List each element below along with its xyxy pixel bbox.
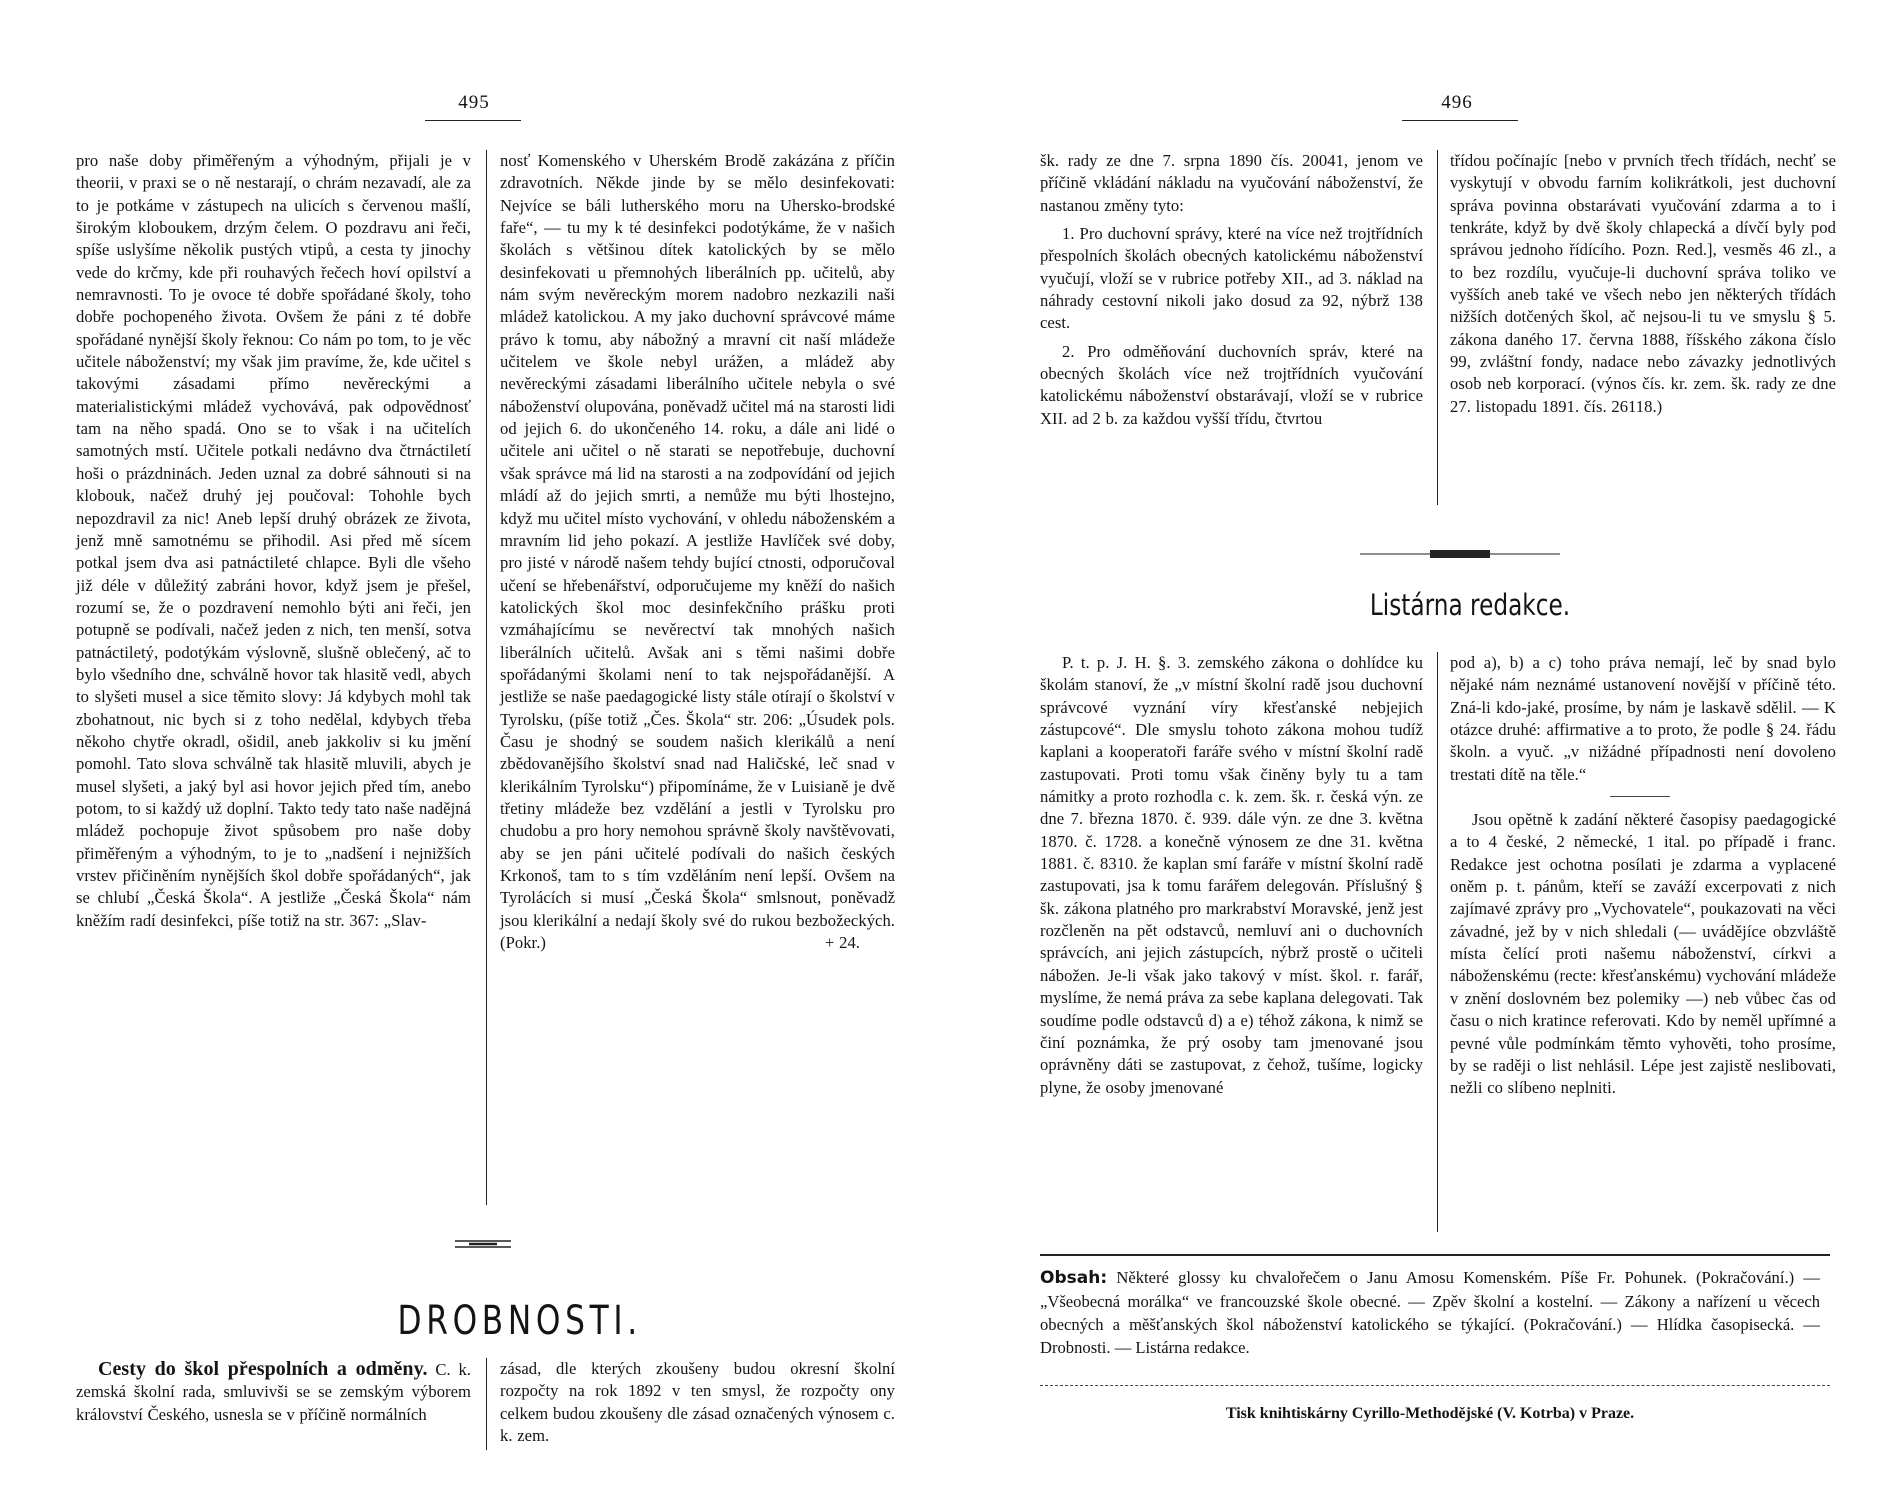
right-column-divider — [1437, 150, 1438, 505]
contents-text: Některé glossy ku chvalořečem o Janu Amosu Komenském. Píše Fr. Pohunek. (Pokračování.) — „Všeobecná morálka“ ve francouzské škole obecné. — Zpěv školní a kostelní. — Zákony a nařízení u věcech obecných a měšťanských škol náboženství katolického se týkající. (Pokračování.) — Hlídka časopisecká. — Drobnosti. — Listárna redakce. — [1040, 1268, 1820, 1357]
listarna-small-rule — [1610, 796, 1670, 797]
drobnosti-lead-title: Cesty do škol přespolních a odměny. — [98, 1358, 428, 1380]
contents-block — [1040, 1266, 1820, 1359]
drobnosti-col2-text: zásad, dle kterých zkoušeny budou okresní školní rozpočty na rok 1892 v ten smysl, že rozpočty ony celkem budou zkoušeny dle zásad označených výnosem c. k. zem. — [500, 1359, 895, 1446]
listarna-column-2 — [1450, 652, 1836, 1100]
left-column-2 — [500, 150, 895, 955]
left-col1-text: pro naše doby přiměřeným a výhodným, přijali je v theorii, v praxi se o ně nestarají, o chrám nezavadí, ale za to je potkáme v zástupech na ulicích s červenou mašlí, širokým kloboukem, drzým čelem. O pozdravu ani řeči, spíše uslyšíme několik pustých vtipů, a cesta ty jinochy vede do krčmy, kde při rouhavých řečech hoví opilství a nemravnosti. To je ovoce té dobře spořádané školy, toho dobře pochopeného života. Ovšem že páni z té dobře spořádané nynější školy řeknou: Co nám po tom, to je věc učitele náboženství; my však jim pravíme, že, kde učitel s takovými zásadami přímo nevěreckými a materialistickými mládež vychovává, pak odpovědnosť tam na něho spadá. Ono se to však i na učitelích samotných mstí. Učitele potkali nedávno dva čtrnáctiletí hoši o prázdninách. Jeden uznal za dobré sáhnouti si na klobouk, načež druhý jej poučoval: Tohohle bych nepozdravil za nic! Aneb lepší druhý obrázek ze života, jenž mně samotnému se přihodil. Asi před mě sícem potkal jsem dva asi patnáctileté chlapce. Byli dle všeho již déle v důležitý zabráni hovor, když jsem je přešel, rozumí se, že o pozdravení nemohlo býti ani řeči, jen potupně se podívali, načež jeden z nich, ten menší, sotva patnáctiletý, podotýkám výslovně, slušně oblečený, ač to bylo všedního dne, schválně hovor tak hlasitě vedl, abych to slyšeti musel a sice těmito slovy: Já kdybych mohl tak zbohatnout, nic bych si z toho nedělal, kdybych třeba někoho chytře okradl, ošidil, aneb jakkoliv si ku jmění pomohl. Tato slova schválně tak hlasitě mluvili, abych je musel slyšeti, a jaký byl asi hovor jejich před tím, anebo potom, to si každý už doplní. Takto tedy tato naše nadějná mládež pochopuje život spůsobem pro naše doby přiměřeným a výhodným, to je to „nadšení i nejnižších vrstev přičiněním nynějších škol dobře spořádaných“, jak se chlubí „Česká Škola“. A jestliže „Česká Škola“ nám kněžím radí desinfekci, píše totiž na str. 367: „Slav- — [76, 151, 471, 930]
contents-top-rule — [1040, 1254, 1830, 1256]
header-rule-right — [1402, 120, 1518, 121]
right-column-2 — [1450, 150, 1836, 418]
page-number-495: 495 — [458, 92, 490, 113]
left-column-1 — [76, 150, 471, 932]
right-col1-para-2: 2. Pro odměňování duchovních správ, které na obecných školách více než trojtřídních vyučování katolickému náboženství obstarávají, vloží se v rubrice XII. ad 2 b. za každou vyšší třídu, čtvrtou — [1040, 341, 1423, 428]
listarna-col2-para-1: pod a), b) a c) toho práva nemají, leč by snad bylo nějaké nám neznámé ustanovení novější v příčině této. Zná-li kdo-jaké, prosíme, by nám je laskavě sdělil. — K otázce druhé: affirmative a to proto, že podle § 24. řádu školn. a vyuč. „v nižádné případnosti není dovoleno trestati dítě na těle.“ — [1450, 653, 1836, 784]
listarna-column-1 — [1040, 652, 1423, 1099]
right-col1-intro: šk. rady ze dne 7. srpna 1890 čís. 20041, jenom ve příčině vkládání nákladu na vyučování náboženství, že nastanou změny tyto: — [1040, 151, 1423, 215]
printer-imprint: Tisk knihtiskárny Cyrillo-Methodějské (V. Kotrba) v Praze. — [1225, 1405, 1635, 1422]
listarna-col2-para-2: Jsou opětně k zadání některé časopisy paedagogické a to 4 české, 2 německé, 1 ital. po případě i franc. Redakce jest ochotna posílati je zdarma a vyplacené oněm p. t. pánům, kteří se zaváží excerpovati z nich zajímavé zprávy pro „Vychovatele“, poukazovati na věci závadné, jež by v nich shledali (— uvádějíce obzvláště místa čelící proti našemu náboženství, církvi a náboženskému (recte: křesťanskému) vychování mládeže v znění doslovném bez polemiky —) neb vůbec čas od času o nich kratince referovati. Kdo by neměl upřímné a pevné vůle podmínkám těmto vyhověti, toho prosíme, by se raději o list nehlásil. Lépe jest zajistě neslibovati, nežli co slíbeno neplniti. — [1450, 810, 1836, 1098]
divider-ornament-right — [1360, 548, 1560, 560]
left-col2-text: nosť Komenského v Uherském Brodě zakázána z příčin zdravotních. Někde jinde by se mělo desinfekovati: Nejvíce se báli lutherského moru na Uhersko-brodské faře“, — tu my k té desinfekci podotýkáme, že v našich školách s většinou dítek katolických by se mělo desinfekovati u přemnohých liberálních pp. učitelů, aby nám svým nevěreckým morem nadobro nezkazili naši mládež katolickou. A my jako duchovní správcové máme právo k tomu, aby nábožný a mravní cit naší mládeže učitelem ve škole nebyl urážen, a mládež aby nevěreckými zásadami liberálního učitele nebyla o své náboženství olupována, poněvadž učitel má na starosti lidi od jejich 6. do ukončeného 14. roku, a dále ani lidé o učitele ani učitel o ně starati se nepotřebuje, duchovní však správce má lid na starosti a na zodpovídání od jejich mládí až do jejich smrti, a nemůže mu býti lhostejno, když mu učitel místo vychování, v ohledu náboženském a mravním lid jeho pokazí. A jestliže Havlíček své doby, pro jisté v národě našem tehdy bující ctnosti, odporučoval učení se hřebenářství, odporučujeme my kněží do našich katolických škol moc desinfekčního prášku proti vzmáhajícímu se nevěrectví tak mnohých našich liberálních učitelů. Avšak ani s těmi našimi dobře spořádanými školami není to tak nejspořádanější. A jestliže se naše paedagogické listy stále otírají o školství v Tyrolsku, (píše totiž „Čes. Škola“ str. 206: „Úsudek pols. Času je shodný se soudem našich klerikálů a není zbědovanějšího školství snad nad Haličské, leč snad v klerikálním Tyrolsku“) připomínáme, že v Luisianě je dvě třetiny mládeže bez vzdělání a jestli v Tyrolsku pro chudobu a pro hory nemohou správně školy navštěvovati, aby se jen páni učitelé podívali do našich českých Krkonoš, tam to s tím vzděláním není lepší. Ovšem na Tyrolácích si musí „Česká Škola“ smlsnout, poněvadž jsou klerikální a nedají školy své do rukou bezbožeckých. (Pokr.) — [500, 151, 895, 953]
right-col1-para-1: 1. Pro duchovní správy, které na více než trojtřídních přespolních školách obecných katolickému náboženství vyučují, vloží se v rubrice potřeby XII., ad 3. náklad na náhrady cestovní nikoli jako dosud za 92, nýbrž 138 cest. — [1040, 224, 1423, 333]
listarna-col1-text: P. t. p. J. H. §. 3. zemského zákona o dohlídce ku školám stanoví, že „v místní školní radě jsou duchovní správcové vyznání víry křesťanské nebjejich zástupcové“. Dle smyslu tohoto zákona mohou tudíž kaplani a kooperatoři faráře svého v místní školní radě zastupovati. Proti tomu však činěny byly tu a tam námitky a proto rozhodla c. k. zem. šk. r. česká výn. ze dne 7. března 1870. č. 939. dále výn. ze dne 3. května 1870. č. 1728. a konečně výnosem ze dne 31. května 1881. č. 8310. že kaplan smí faráře v místní školní radě zastupovati, jsa k tomu farářem delegován. Příslušný § šk. zákona platného pro markrabství Moravské, jenž jest rozčleněn na pět odstavců, nemluví ani o duchovních správcích, ani jejich zástupcích, nýbrž prostě o učiteli nábožen. Je-li však jako takový v míst. škol. r. farář, myslíme, že nemá práva za sebe kaplana delegovati. Tak soudíme podle odstavců d) a e) téhož zákona, k nimž se činí poznámka, že prý osoby tam jmenované jsou oprávněny dáti se zastupovat, z čehož, tušíme, logicky plyne, že osoby jmenované — [1040, 653, 1423, 1097]
drobnosti-divider — [486, 1358, 487, 1450]
drobnosti-column-2 — [500, 1358, 895, 1447]
divider-ornament-left — [455, 1238, 511, 1250]
section-title-listarna: Listárna redakce. — [1369, 588, 1571, 622]
drobnosti-column-1 — [76, 1358, 471, 1426]
author-signature: + 24. — [825, 933, 860, 953]
contents-bottom-rule — [1040, 1385, 1830, 1386]
section-title-drobnosti: DROBNOSTI. — [397, 1298, 642, 1344]
right-column-1 — [1040, 150, 1423, 430]
page-number-496: 496 — [1441, 92, 1473, 113]
drobnosti-col1-text: C. k. zemská školní rada, smluvivši se se zemským výborem království Českého, usnesla se v příčině normálních — [76, 1360, 471, 1424]
left-column-divider — [486, 150, 487, 1205]
header-rule-left — [425, 120, 521, 121]
contents-label: Obsah: — [1040, 1268, 1108, 1288]
right-col2-text: třídou počínajíc [nebo v prvních třech třídách, nechť se vyskytují v obvodu farním kolikrátkoli, jest duchovní správa povinna obstarávati vyučování zdarma a to i tenkráte, když by dvě školy chlapecká a dívčí byly pod správou jednoho řídícího. Pozn. Red.], vesměs 46 zl., a to bez rozdílu, vyučuje-li duchovní správa toliko ve vyšších aneb také ve všech nebo jen některých třídách nižších dotčených škol, ač nejsou-li tu ve smyslu § 5. zákona daného 17. června 1888, říšského zákona číslo 99, zvláštní fondy, nadace nebo závazky jednotlivých osob neb korporací. (výnos čís. kr. zem. šk. rady ze dne 27. listopadu 1891. čís. 26118.) — [1450, 151, 1836, 416]
listarna-divider — [1437, 652, 1438, 1232]
